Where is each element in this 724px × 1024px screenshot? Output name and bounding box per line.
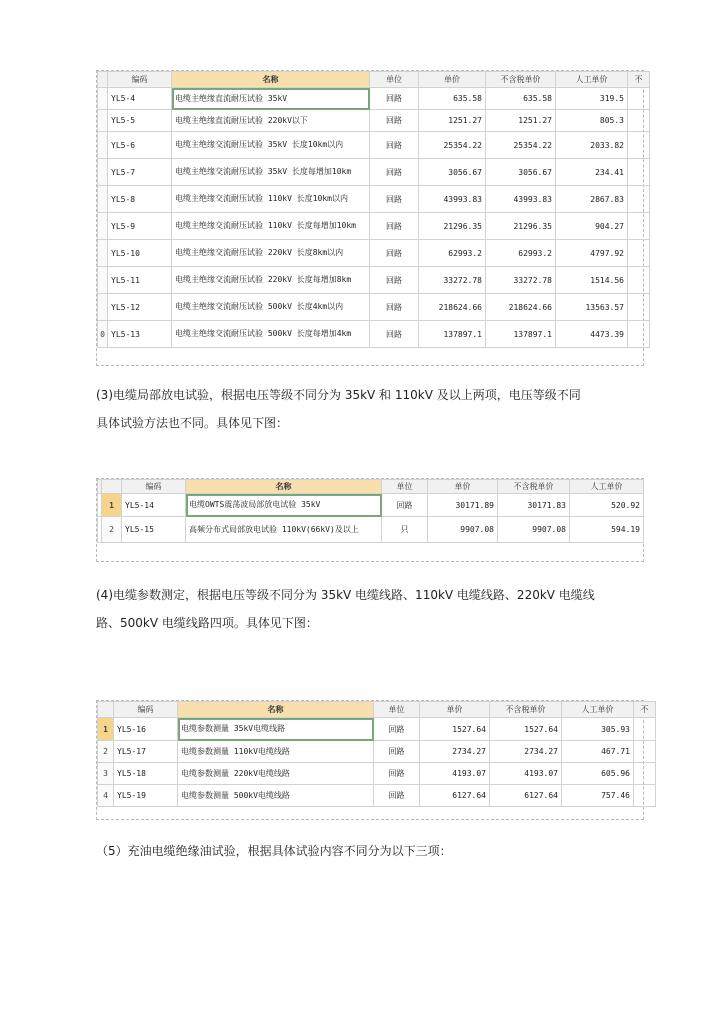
labor-cell[interactable]: 757.46 <box>562 785 634 807</box>
paragraph-5-line-1: （5）充油电缆绝缘油试验，根据具体试验内容不同分为以下三项： <box>96 844 452 858</box>
code-cell[interactable]: YL5-15 <box>122 517 186 543</box>
unit-cell[interactable]: 回路 <box>370 321 419 348</box>
price-ex-tax-cell[interactable]: 30171.83 <box>498 494 570 517</box>
truncated-cell[interactable] <box>628 294 650 321</box>
unit-cell[interactable]: 回路 <box>374 763 420 785</box>
price-ex-tax-cell[interactable]: 635.58 <box>486 88 556 110</box>
unit-cell[interactable]: 回路 <box>370 213 419 240</box>
labor-cell[interactable]: 594.19 <box>570 517 644 543</box>
labor-cell[interactable]: 4473.39 <box>556 321 628 348</box>
price-ex-tax-cell[interactable]: 43993.83 <box>486 186 556 213</box>
price-ex-tax-cell[interactable]: 25354.22 <box>486 132 556 159</box>
col-header-unit[interactable]: 单位 <box>374 702 420 718</box>
truncated-cell[interactable] <box>628 213 650 240</box>
col-header-price[interactable]: 单价 <box>419 72 486 88</box>
table3-header-row <box>98 702 656 718</box>
name-cell[interactable]: 电缆主绝缘交流耐压试验 35kV 长度10km以内 <box>172 132 370 159</box>
col-header-labor[interactable]: 人工单价 <box>570 480 644 494</box>
name-cell[interactable]: 电缆主绝缘直流耐压试验 220kV以下 <box>172 110 370 132</box>
name-cell[interactable]: 高频分布式局部放电试验 110kV(66kV)及以上 <box>186 517 382 543</box>
table3-grid <box>97 701 656 807</box>
code-cell[interactable]: YL5-6 <box>108 132 172 159</box>
paragraph-4-line-1: (4)电缆参数测定，根据电压等级不同分为 35kV 电缆线路、110kV 电缆线路、220kV 电缆线 <box>96 588 595 602</box>
row-header[interactable] <box>98 110 108 132</box>
row-header[interactable] <box>98 294 108 321</box>
col-header-code[interactable]: 编码 <box>108 72 172 88</box>
table-row[interactable] <box>98 321 650 348</box>
truncated-cell[interactable] <box>634 741 656 763</box>
col-header-price-ex-tax[interactable]: 不含税单价 <box>490 702 562 718</box>
unit-cell[interactable]: 回路 <box>370 267 419 294</box>
unit-cell[interactable]: 回路 <box>374 718 420 741</box>
code-cell[interactable]: YL5-11 <box>108 267 172 294</box>
quota-table-3 <box>96 700 649 820</box>
truncated-cell[interactable] <box>628 267 650 294</box>
price-ex-tax-cell[interactable]: 3056.67 <box>486 159 556 186</box>
row-header-corner <box>98 702 114 718</box>
code-cell[interactable]: YL5-9 <box>108 213 172 240</box>
table-row[interactable] <box>98 741 656 763</box>
row-header[interactable] <box>98 159 108 186</box>
price-cell[interactable]: 6127.64 <box>420 785 490 807</box>
code-cell[interactable]: YL5-4 <box>108 88 172 110</box>
col-header-code[interactable]: 编码 <box>114 702 178 718</box>
name-cell[interactable]: 电缆OWTS震荡波局部放电试验 35kV <box>186 494 382 517</box>
code-cell[interactable]: YL5-16 <box>114 718 178 741</box>
row-header[interactable]: 1 <box>102 494 122 517</box>
name-cell[interactable]: 电缆主绝缘交流耐压试验 110kV 长度10km以内 <box>172 186 370 213</box>
price-cell[interactable]: 62993.2 <box>419 240 486 267</box>
name-cell[interactable]: 电缆参数测量 35kV电缆线路 <box>178 718 374 741</box>
name-cell[interactable]: 电缆主绝缘交流耐压试验 110kV 长度每增加10km <box>172 213 370 240</box>
paragraph-3-line-2: 具体试验方法也不同。具体见下图： <box>96 416 289 430</box>
unit-cell[interactable]: 回路 <box>370 240 419 267</box>
labor-cell[interactable]: 605.96 <box>562 763 634 785</box>
row-header-corner <box>102 480 122 494</box>
row-header-corner <box>98 72 108 88</box>
table2-grid <box>97 479 644 543</box>
col-header-name[interactable]: 名称 <box>178 702 374 718</box>
labor-cell[interactable]: 13563.57 <box>556 294 628 321</box>
price-cell[interactable]: 1527.64 <box>420 718 490 741</box>
price-ex-tax-cell[interactable]: 1251.27 <box>486 110 556 132</box>
price-ex-tax-cell[interactable]: 33272.78 <box>486 267 556 294</box>
labor-cell[interactable]: 520.92 <box>570 494 644 517</box>
name-cell[interactable]: 电缆参数测量 110kV电缆线路 <box>178 741 374 763</box>
labor-cell[interactable]: 904.27 <box>556 213 628 240</box>
labor-cell[interactable]: 4797.92 <box>556 240 628 267</box>
truncated-cell[interactable] <box>628 88 650 110</box>
row-header[interactable] <box>98 240 108 267</box>
code-cell[interactable]: YL5-10 <box>108 240 172 267</box>
unit-cell[interactable]: 回路 <box>374 785 420 807</box>
col-header-price-ex-tax[interactable]: 不含税单价 <box>486 72 556 88</box>
truncated-cell[interactable] <box>634 763 656 785</box>
price-cell[interactable]: 30171.89 <box>428 494 498 517</box>
col-header-price[interactable]: 单价 <box>428 480 498 494</box>
row-header[interactable]: 1 <box>98 718 114 741</box>
paragraph-3 <box>96 387 581 431</box>
name-cell[interactable]: 电缆主绝缘直流耐压试验 35kV <box>172 88 370 110</box>
name-cell[interactable]: 电缆参数测量 500kV电缆线路 <box>178 785 374 807</box>
unit-cell[interactable]: 回路 <box>370 294 419 321</box>
paragraph-3-line-1: (3)电缆局部放电试验，根据电压等级不同分为 35kV 和 110kV 及以上两项，电压等级不同 <box>96 388 581 402</box>
table-row[interactable] <box>98 267 650 294</box>
unit-cell[interactable]: 只 <box>382 517 428 543</box>
table2-header-row <box>98 480 644 494</box>
price-cell[interactable]: 9907.08 <box>428 517 498 543</box>
table-row[interactable] <box>98 785 656 807</box>
row-header[interactable]: 4 <box>98 785 114 807</box>
price-ex-tax-cell[interactable]: 9907.08 <box>498 517 570 543</box>
unit-cell[interactable]: 回路 <box>382 494 428 517</box>
price-cell[interactable]: 43993.83 <box>419 186 486 213</box>
unit-cell[interactable]: 回路 <box>370 186 419 213</box>
labor-cell[interactable]: 467.71 <box>562 741 634 763</box>
unit-cell[interactable]: 回路 <box>370 159 419 186</box>
code-cell[interactable]: YL5-18 <box>114 763 178 785</box>
truncated-cell[interactable] <box>628 186 650 213</box>
row-header[interactable] <box>98 267 108 294</box>
row-header[interactable]: 0 <box>98 321 108 348</box>
labor-cell[interactable]: 805.3 <box>556 110 628 132</box>
price-cell[interactable]: 25354.22 <box>419 132 486 159</box>
quota-table-2 <box>96 478 644 562</box>
price-cell[interactable]: 3056.67 <box>419 159 486 186</box>
price-cell[interactable]: 137897.1 <box>419 321 486 348</box>
labor-cell[interactable]: 1514.56 <box>556 267 628 294</box>
price-cell[interactable]: 218624.66 <box>419 294 486 321</box>
price-ex-tax-cell[interactable]: 218624.66 <box>486 294 556 321</box>
table-row[interactable] <box>98 494 644 517</box>
col-header-truncated[interactable]: 不 <box>634 702 656 718</box>
code-cell[interactable]: YL5-5 <box>108 110 172 132</box>
code-cell[interactable]: YL5-17 <box>114 741 178 763</box>
col-header-name[interactable]: 名称 <box>186 480 382 494</box>
price-ex-tax-cell[interactable]: 1527.64 <box>490 718 562 741</box>
name-cell[interactable]: 电缆主绝缘交流耐压试验 220kV 长度每增加8km <box>172 267 370 294</box>
row-header[interactable]: 2 <box>98 741 114 763</box>
price-ex-tax-cell[interactable]: 21296.35 <box>486 213 556 240</box>
truncated-cell[interactable] <box>628 132 650 159</box>
table1-header-row <box>98 72 650 88</box>
table-row[interactable] <box>98 110 650 132</box>
col-header-price-ex-tax[interactable]: 不含税单价 <box>498 480 570 494</box>
row-header[interactable] <box>98 88 108 110</box>
paragraph-4 <box>96 587 595 631</box>
labor-cell[interactable]: 2033.82 <box>556 132 628 159</box>
row-header[interactable]: 3 <box>98 763 114 785</box>
row-header[interactable]: 2 <box>102 517 122 543</box>
price-cell[interactable]: 21296.35 <box>419 213 486 240</box>
col-header-labor[interactable]: 人工单价 <box>562 702 634 718</box>
table-row[interactable] <box>98 88 650 110</box>
price-ex-tax-cell[interactable]: 6127.64 <box>490 785 562 807</box>
col-header-truncated[interactable]: 不 <box>628 72 650 88</box>
price-cell[interactable]: 33272.78 <box>419 267 486 294</box>
labor-cell[interactable]: 234.41 <box>556 159 628 186</box>
code-cell[interactable]: YL5-7 <box>108 159 172 186</box>
row-header[interactable] <box>98 213 108 240</box>
paragraph-4-line-2: 路、500kV 电缆线路四项。具体见下图： <box>96 616 318 630</box>
table-row[interactable] <box>98 718 656 741</box>
code-cell[interactable]: YL5-8 <box>108 186 172 213</box>
col-header-price[interactable]: 单价 <box>420 702 490 718</box>
price-ex-tax-cell[interactable]: 2734.27 <box>490 741 562 763</box>
col-header-unit[interactable]: 单位 <box>382 480 428 494</box>
price-cell[interactable]: 1251.27 <box>419 110 486 132</box>
name-cell[interactable]: 电缆主绝缘交流耐压试验 500kV 长度4km以内 <box>172 294 370 321</box>
table-row[interactable] <box>98 763 656 785</box>
table1-grid <box>97 71 650 348</box>
price-ex-tax-cell[interactable]: 137897.1 <box>486 321 556 348</box>
truncated-cell[interactable] <box>634 785 656 807</box>
table-row[interactable] <box>98 159 650 186</box>
row-header[interactable] <box>98 132 108 159</box>
price-ex-tax-cell[interactable]: 4193.07 <box>490 763 562 785</box>
unit-cell[interactable]: 回路 <box>370 88 419 110</box>
unit-cell[interactable]: 回路 <box>374 741 420 763</box>
truncated-cell[interactable] <box>628 110 650 132</box>
truncated-cell[interactable] <box>634 718 656 741</box>
table-row[interactable] <box>98 213 650 240</box>
table-row[interactable] <box>98 240 650 267</box>
labor-cell[interactable]: 2867.83 <box>556 186 628 213</box>
code-cell[interactable]: YL5-14 <box>122 494 186 517</box>
paragraph-5 <box>96 843 452 859</box>
name-cell[interactable]: 电缆主绝缘交流耐压试验 220kV 长度8km以内 <box>172 240 370 267</box>
unit-cell[interactable]: 回路 <box>370 110 419 132</box>
truncated-cell[interactable] <box>628 159 650 186</box>
unit-cell[interactable]: 回路 <box>370 132 419 159</box>
truncated-cell[interactable] <box>628 321 650 348</box>
table-row[interactable] <box>98 132 650 159</box>
price-cell[interactable]: 635.58 <box>419 88 486 110</box>
code-cell[interactable]: YL5-12 <box>108 294 172 321</box>
table-row[interactable] <box>98 517 644 543</box>
col-header-name[interactable]: 名称 <box>172 72 370 88</box>
price-ex-tax-cell[interactable]: 62993.2 <box>486 240 556 267</box>
name-cell[interactable]: 电缆主绝缘交流耐压试验 35kV 长度每增加10km <box>172 159 370 186</box>
code-cell[interactable]: YL5-19 <box>114 785 178 807</box>
col-header-unit[interactable]: 单位 <box>370 72 419 88</box>
name-cell[interactable]: 电缆参数测量 220kV电缆线路 <box>178 763 374 785</box>
price-cell[interactable]: 2734.27 <box>420 741 490 763</box>
code-cell[interactable]: YL5-13 <box>108 321 172 348</box>
labor-cell[interactable]: 305.93 <box>562 718 634 741</box>
table-row[interactable] <box>98 186 650 213</box>
price-cell[interactable]: 4193.07 <box>420 763 490 785</box>
col-header-code[interactable]: 编码 <box>122 480 186 494</box>
col-header-labor[interactable]: 人工单价 <box>556 72 628 88</box>
name-cell[interactable]: 电缆主绝缘交流耐压试验 500kV 长度每增加4km <box>172 321 370 348</box>
row-header[interactable] <box>98 186 108 213</box>
table-row[interactable] <box>98 294 650 321</box>
labor-cell[interactable]: 319.5 <box>556 88 628 110</box>
truncated-cell[interactable] <box>628 240 650 267</box>
quota-table-1 <box>96 70 644 366</box>
